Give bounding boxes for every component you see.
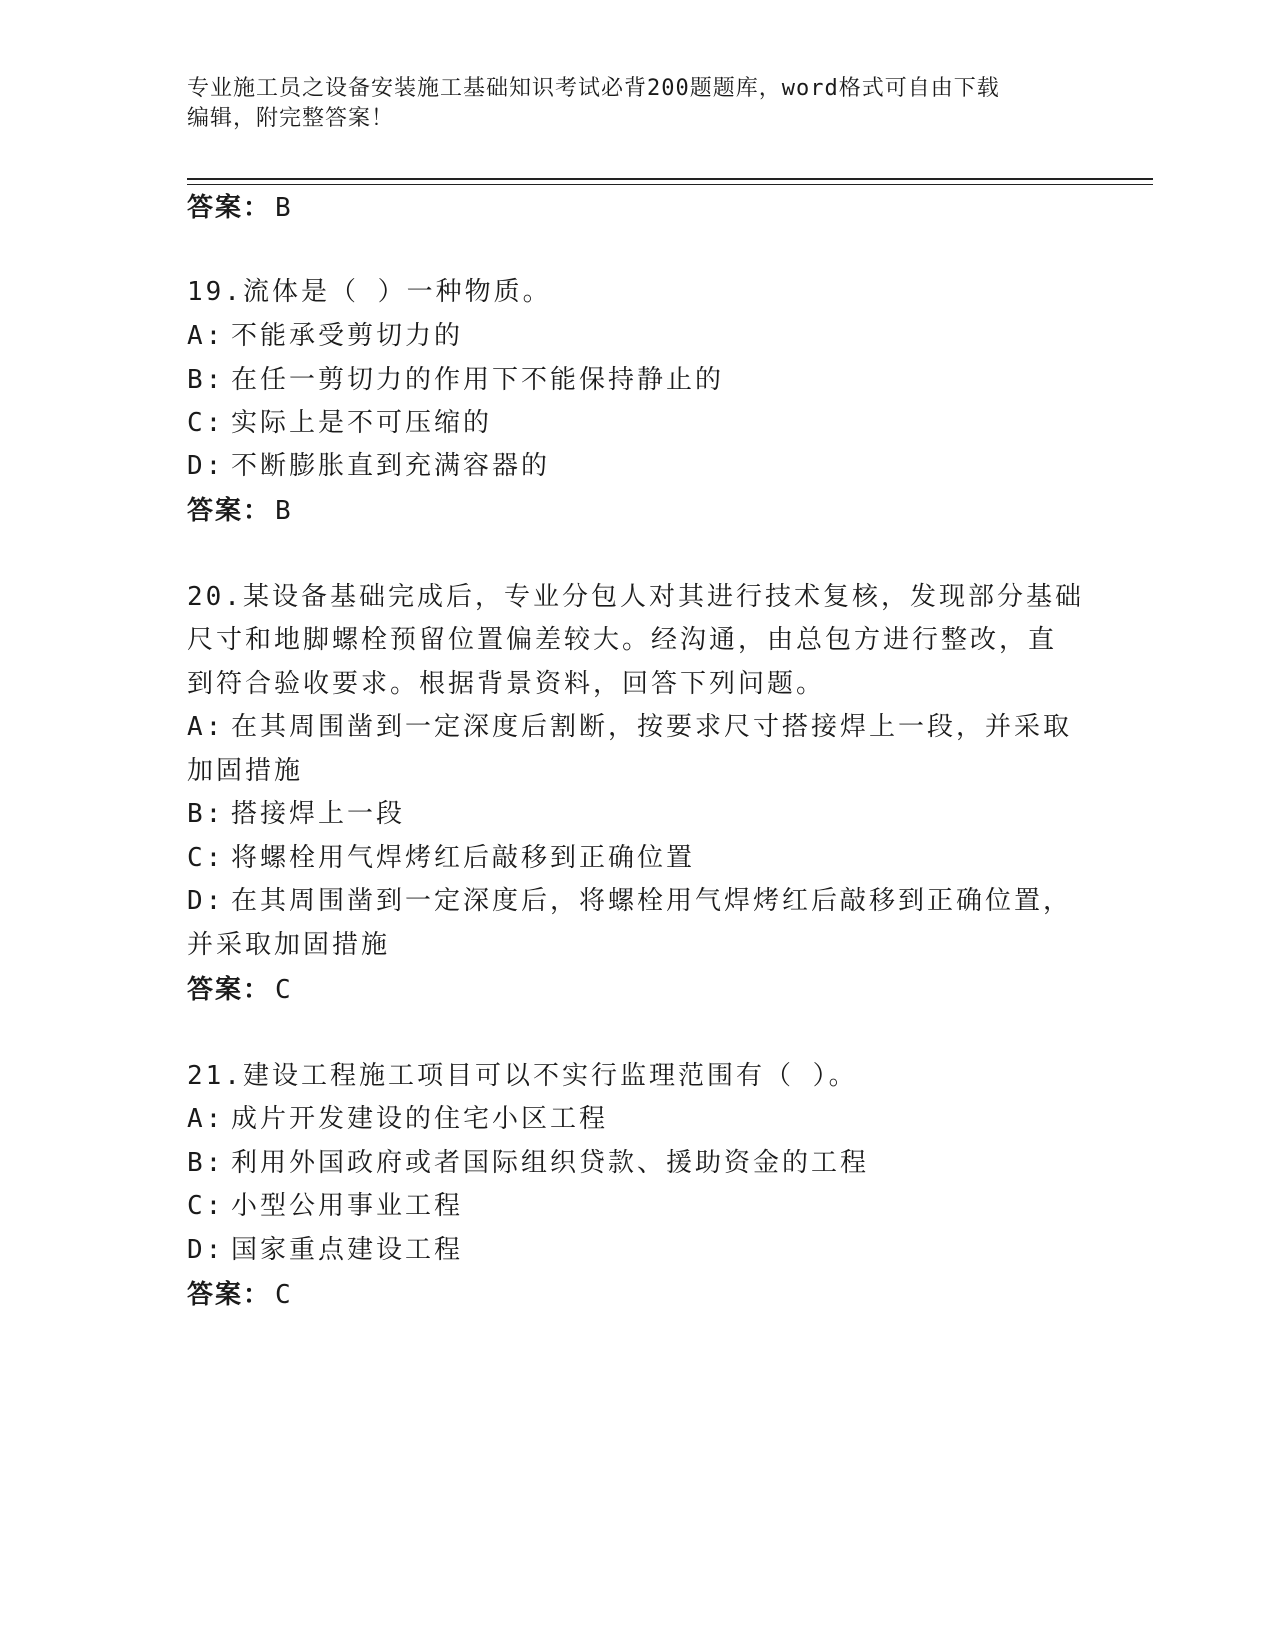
question-20-option-b — [187, 798, 405, 830]
answer-value: B — [275, 496, 293, 526]
question-19-option-c — [187, 407, 492, 439]
question-21-option-c — [187, 1190, 463, 1222]
answer-label: 答案： — [187, 975, 272, 1005]
document-header — [187, 74, 1067, 134]
question-20-answer — [187, 974, 293, 1006]
question-20-option-d — [187, 885, 1072, 917]
question-20-option-c — [187, 842, 695, 874]
question-20-stem-line-3: 到符合验收要求。根据背景资料，回答下列问题。 — [187, 669, 826, 699]
question-19-option-a — [187, 320, 463, 352]
header-line-2: 编辑，附完整答案！ — [187, 106, 395, 131]
question-20-stem-line-2: 尺寸和地脚螺栓预留位置偏差较大。经沟通，由总包方进行整改，直 — [187, 625, 1058, 655]
answer-label: 答案： — [187, 1280, 272, 1310]
header-rule-thin — [187, 184, 1153, 185]
prev-answer — [187, 192, 293, 224]
option-text: 不断膨胀直到充满容器的 — [231, 451, 551, 481]
option-text: 成片开发建设的住宅小区工程 — [231, 1104, 609, 1134]
answer-label: 答案： — [187, 193, 272, 223]
option-key: C: — [187, 408, 225, 438]
option-text: 不能承受剪切力的 — [231, 321, 464, 351]
option-key: D: — [187, 451, 225, 481]
answer-value: C — [275, 975, 293, 1005]
option-text: 国家重点建设工程 — [231, 1235, 464, 1265]
option-text: 小型公用事业工程 — [231, 1191, 464, 1221]
option-text: 利用外国政府或者国际组织贷款、援助资金的工程 — [231, 1148, 870, 1178]
question-20-stem-line-1: 20.某设备基础完成后，专业分包人对其进行技术复核，发现部分基础 — [187, 582, 1084, 612]
question-21-option-a — [187, 1103, 608, 1135]
option-key: B: — [187, 799, 225, 829]
option-text: 在任一剪切力的作用下不能保持静止的 — [231, 365, 725, 395]
option-key: C: — [187, 1191, 225, 1221]
question-20-option-d-cont: 并采取加固措施 — [187, 930, 391, 960]
option-text: 实际上是不可压缩的 — [231, 408, 493, 438]
option-text: 将螺栓用气焊烤红后敲移到正确位置 — [231, 843, 696, 873]
header-rule-thick — [187, 178, 1153, 180]
option-key: D: — [187, 886, 225, 916]
option-key: A: — [187, 321, 225, 351]
option-key: C: — [187, 843, 225, 873]
option-key: B: — [187, 1148, 225, 1178]
option-text: 在其周围凿到一定深度后，将螺栓用气焊烤红后敲移到正确位置， — [231, 886, 1073, 916]
question-20-option-a-cont: 加固措施 — [187, 756, 304, 786]
question-19-option-b — [187, 364, 724, 396]
question-21-option-b — [187, 1147, 869, 1179]
option-text: 搭接焊上一段 — [231, 799, 406, 829]
option-key: B: — [187, 365, 225, 395]
option-key: A: — [187, 712, 225, 742]
question-19-answer — [187, 495, 293, 527]
option-key: D: — [187, 1235, 225, 1265]
answer-value: B — [275, 193, 293, 223]
question-21-option-d — [187, 1234, 463, 1266]
answer-value: C — [275, 1280, 293, 1310]
option-key: A: — [187, 1104, 225, 1134]
option-text: 在其周围凿到一定深度后割断，按要求尺寸搭接焊上一段，并采取 — [231, 712, 1073, 742]
question-19-stem: 19.流体是（ ）一种物质。 — [187, 277, 552, 307]
question-21-answer — [187, 1279, 293, 1311]
header-line-1: 专业施工员之设备安装施工基础知识考试必背200题题库，word格式可自由下载 — [187, 76, 1000, 101]
question-20-option-a — [187, 711, 1072, 743]
question-21-stem: 21.建设工程施工项目可以不实行监理范围有（ ）。 — [187, 1061, 858, 1091]
question-19-option-d — [187, 450, 550, 482]
answer-label: 答案： — [187, 496, 272, 526]
